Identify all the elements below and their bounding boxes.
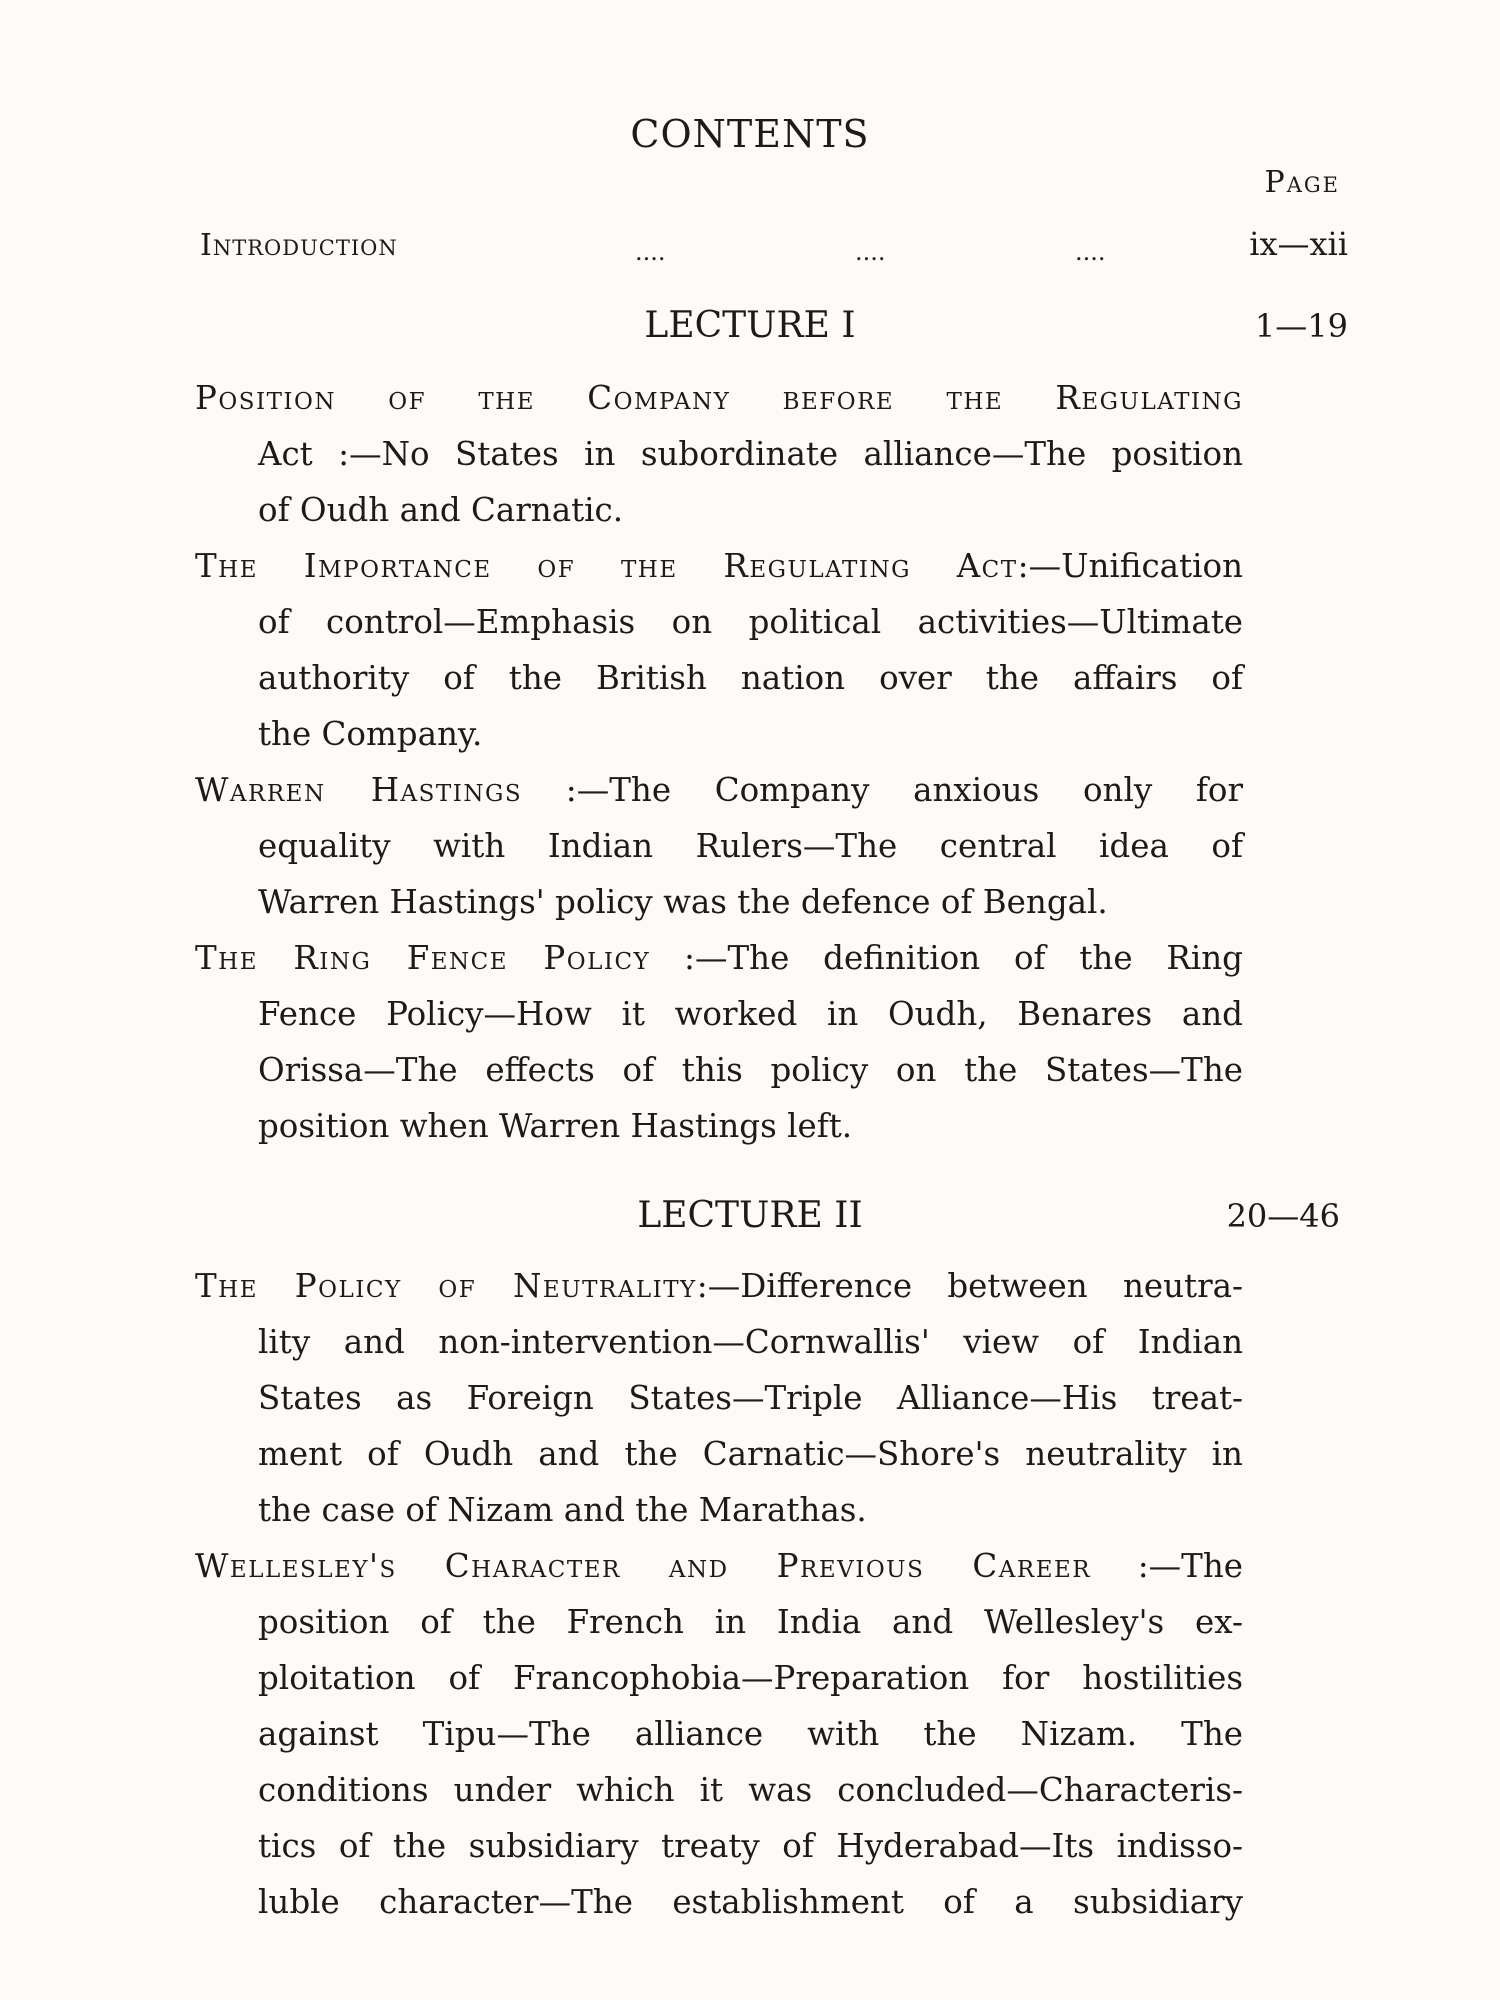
entry-first-line — [195, 930, 1243, 986]
entry-text-line: ploitation of Francophobia—Preparation for hostilities — [258, 1659, 1243, 1697]
contents-entry — [195, 930, 1243, 1154]
entry-heading: Warren Hastings — [195, 771, 523, 809]
entry-text-line: against Tipu—The alliance with the Nizam. The — [258, 1715, 1243, 1753]
entry-text-line: equality with Indian Rulers—The central idea of — [258, 827, 1243, 865]
entry-text-line: States as Foreign States—Triple Alliance—His treat- — [258, 1379, 1243, 1417]
entry-text-line: conditions under which it was concluded—Characteris- — [258, 1771, 1243, 1809]
entry-first-line — [195, 538, 1243, 594]
entry-heading: The Importance of the Regulating Act — [195, 547, 1018, 585]
leader-dots: .... — [1075, 238, 1106, 266]
entry-text: :—Difference between neutra- — [696, 1267, 1243, 1305]
entry-text: :—The Company anxious only for — [565, 771, 1243, 809]
leader-dots: .... — [855, 238, 886, 266]
entry-text-line: Warren Hastings' policy was the defence of Bengal. — [258, 883, 1108, 921]
lecture-pages: 1—19 — [1254, 307, 1348, 345]
entry-heading: Position of the Company before the Regulating — [195, 379, 1243, 417]
lecture-pages: 20—46 — [1226, 1197, 1340, 1235]
entry-text-line: position when Warren Hastings left. — [258, 1107, 853, 1145]
entry-text-line: luble character—The establishment of a subsidiary — [258, 1883, 1243, 1921]
lecture-heading: LECTURE II — [637, 1195, 863, 1236]
entry-text-line: Orissa—The effects of this policy on the States—The — [258, 1051, 1243, 1089]
contents-entry — [195, 1538, 1243, 1930]
entry-text-line: tics of the subsidiary treaty of Hyderabad—Its indisso- — [258, 1827, 1243, 1865]
entry-text-line: lity and non-intervention—Cornwallis' view of Indian — [258, 1323, 1243, 1361]
entry-first-line — [195, 1258, 1243, 1314]
entry-text-line: ment of Oudh and the Carnatic—Shore's neutrality in — [258, 1435, 1243, 1473]
entry-text-line: Fence Policy—How it worked in Oudh, Benares and — [258, 995, 1243, 1033]
entry-text: :—The definition of the Ring — [684, 939, 1243, 977]
entry-first-line — [195, 1538, 1243, 1594]
page-title: CONTENTS — [630, 112, 870, 156]
contents-entry — [195, 1258, 1243, 1538]
entry-text-line: the Company. — [258, 715, 483, 753]
entry-text: :—Unification — [1017, 547, 1243, 585]
entry-heading: The Ring Fence Policy — [195, 939, 651, 977]
entry-text-line: Act :—No States in subordinate alliance—The position — [258, 435, 1243, 473]
contents-entry — [195, 370, 1243, 538]
entry-text: :—The — [1137, 1547, 1243, 1585]
entry-text-line: of control—Emphasis on political activities—Ultimate — [258, 603, 1243, 641]
entry-text-line: authority of the British nation over the affairs of — [258, 659, 1243, 697]
contents-entry — [195, 762, 1243, 930]
entry-heading: Wellesley's Character and Previous Career — [195, 1547, 1092, 1585]
introduction-label: Introduction — [200, 228, 398, 263]
entry-text-line: the case of Nizam and the Marathas. — [258, 1491, 867, 1529]
entry-text-line: of Oudh and Carnatic. — [258, 491, 624, 529]
entry-heading: The Policy of Neutrality — [195, 1267, 697, 1305]
entry-text-line: position of the French in India and Wellesley's ex- — [258, 1603, 1243, 1641]
lecture-heading: LECTURE I — [644, 305, 856, 346]
contents-entry — [195, 538, 1243, 762]
introduction-pages: ix—xii — [1249, 225, 1348, 263]
leader-dots: .... — [635, 238, 666, 266]
entry-first-line — [195, 762, 1243, 818]
page-column-label: Page — [1264, 165, 1340, 200]
